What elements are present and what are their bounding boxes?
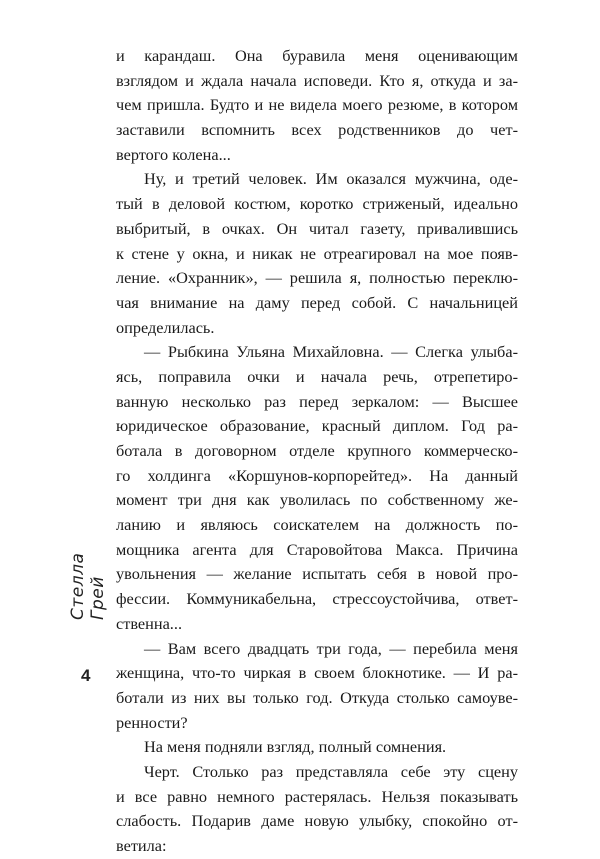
text-line: го холдинга «Коршунов-корпорейтед». На данный	[116, 465, 518, 485]
running-head-author: Стелла Грей	[68, 552, 108, 620]
text-line: взглядом и ждала начала исповеди. Кто я, откуда и за-	[116, 70, 518, 90]
text-line: чая внимание на даму перед собой. С начальницей	[116, 292, 518, 312]
page-body	[116, 44, 518, 859]
page-number: 4	[81, 666, 91, 685]
text-line: к стене у окна, и никак не отреагировал на мое появ-	[116, 243, 518, 263]
text-line: — Рыбкина Ульяна Михайловна. — Слегка улыба-	[144, 342, 518, 362]
text-line: увольнения — желание испытать себя в новой про-	[116, 564, 518, 584]
text-line: ланию и являюсь соискателем на должность по-	[116, 515, 518, 535]
text-line: вертого колена...	[116, 144, 231, 164]
text-line: ботала в договорном отделе крупного коммерческо-	[116, 441, 518, 460]
text-line: чем пришла. Будто и не видела моего резюме, в котором	[116, 95, 518, 115]
text-line: мощника агента для Старовойтова Макса. Причина	[116, 539, 518, 559]
text-line: ветила:	[116, 836, 167, 855]
text-line: фессии. Коммуникабельна, стрессоустойчива, ответ-	[116, 589, 518, 609]
text-line: определилась.	[116, 317, 215, 337]
text-line: момент три дня как уволилась по собственному же-	[116, 490, 518, 510]
text-line: На меня подняли взгляд, полный сомнения.	[144, 737, 447, 757]
text-line: — Вам всего двадцать три года, — перебила меня	[144, 638, 518, 658]
text-line: выбритый, в очках. Он читал газету, привалившись	[116, 218, 518, 238]
text-line: ботали из них вы только год. Откуда столько самоуве-	[116, 687, 518, 707]
text-line: Черт. Столько раз представляла себе эту сцену	[144, 761, 518, 781]
text-line: ванную несколько раз перед зеркалом: — Высшее	[116, 391, 518, 411]
text-line: ясь, поправила очки и начала речь, отрепетиро-	[116, 366, 518, 386]
text-line: слабость. Подарив даме новую улыбку, спокойно от-	[116, 811, 518, 831]
text-line: женщина, что-то чиркая в своем блокнотике. — И ра-	[116, 663, 518, 683]
text-line: и все равно немного растерялась. Нельзя показывать	[116, 786, 518, 806]
text-line: ление. «Охранник», — решила я, полностью переклю-	[116, 268, 518, 288]
text-line: Ну, и третий человек. Им оказался мужчина, оде-	[144, 169, 518, 189]
text-line: заставили вспомнить всех родственников до чет-	[116, 120, 518, 140]
text-line: ренности?	[116, 712, 188, 732]
text-line: ственна...	[116, 613, 183, 633]
text-line: и карандаш. Она буравила меня оценивающим	[116, 46, 518, 65]
text-line: юридическое образование, красный диплом. Год ра-	[116, 416, 518, 436]
text-line: тый в деловой костюм, коротко стриженый, идеально	[116, 194, 518, 214]
